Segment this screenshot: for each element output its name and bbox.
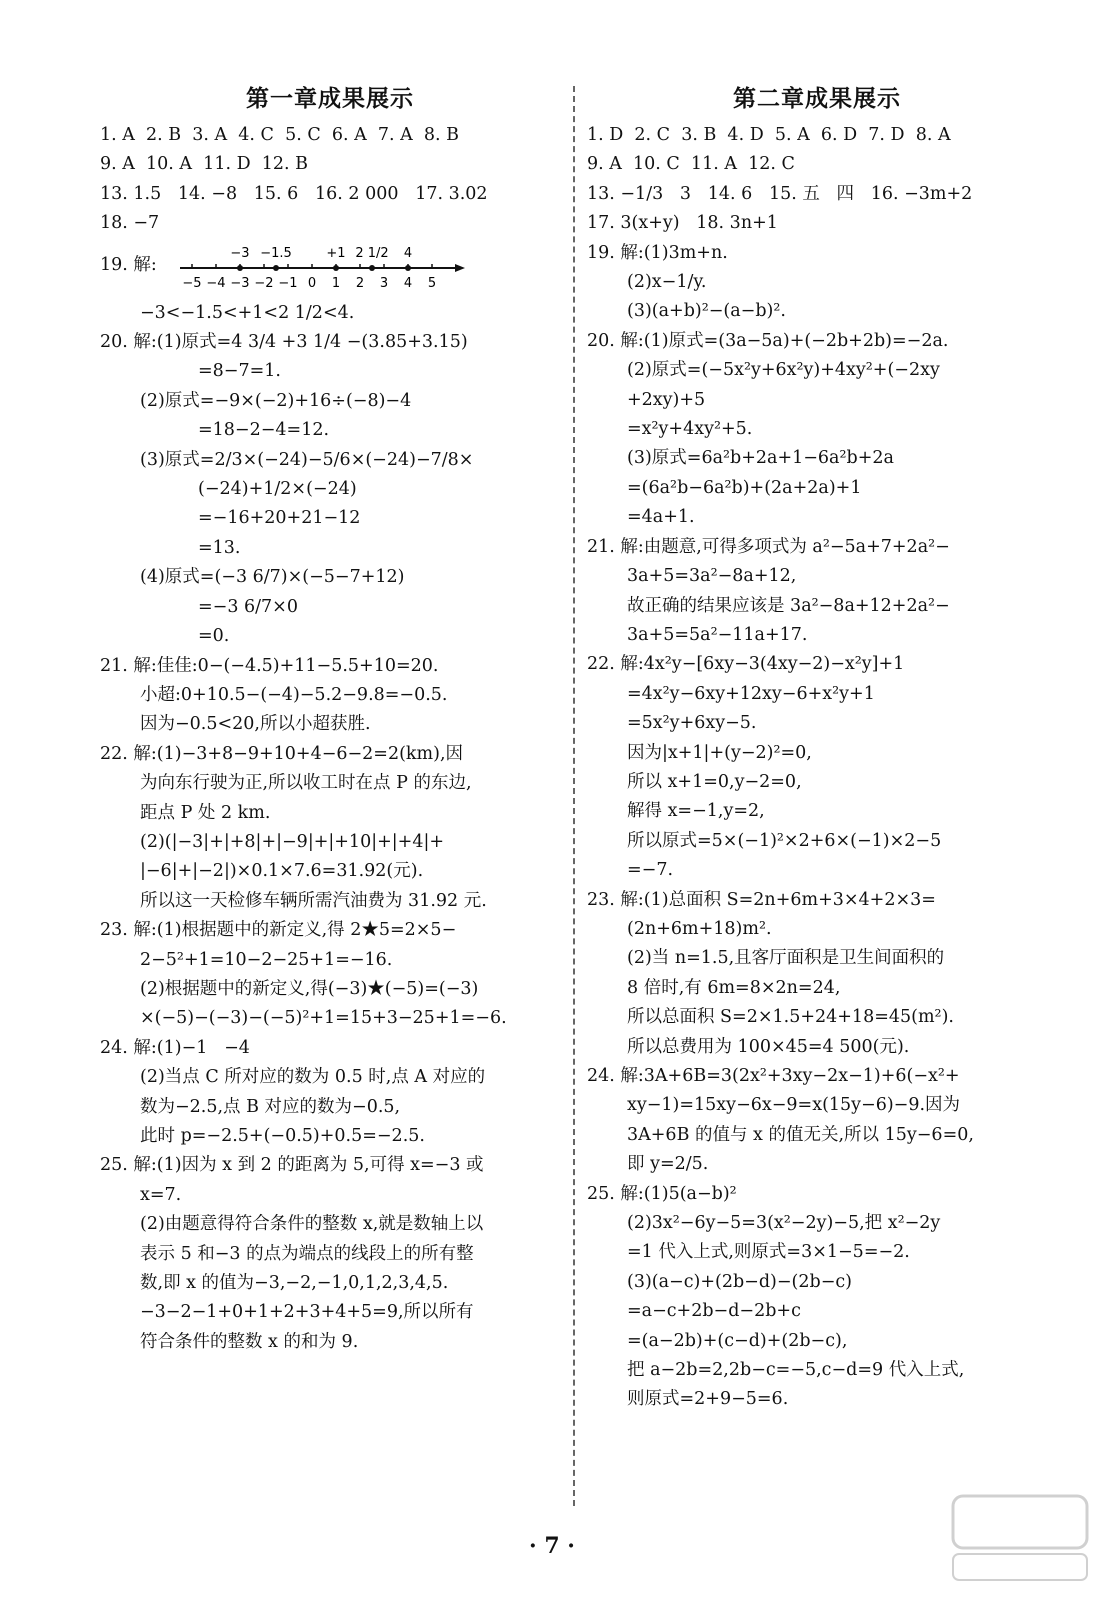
number-line-point: [405, 265, 411, 271]
answer-line: =13.: [198, 537, 241, 558]
answer-line: 数,即 x 的值为−3,−2,−1,0,1,2,3,4,5.: [140, 1273, 449, 1294]
answer-line: 18. −7: [100, 213, 160, 234]
number-line-tick-label: 1: [331, 275, 341, 291]
answer-line: xy−1)=15xy−6x−9=x(15y−6)−9.因为: [627, 1095, 961, 1116]
answer-line: 所以原式=5×(−1)²×2+6×(−1)×2−5: [627, 830, 942, 851]
answer-line: (2)根据题中的新定义,得(−3)★(−5)=(−3): [140, 978, 479, 999]
answer-line: (2)原式=−9×(−2)+16÷(−8)−4: [140, 390, 412, 411]
chapter-one-title: 第一章成果展示: [246, 86, 414, 112]
answer-line: ×(−5)−(−3)−(−5)²+1=15+3−25+1=−6.: [140, 1008, 507, 1029]
answer-line: (3)原式=2/3×(−24)−5/6×(−24)−7/8×: [140, 449, 474, 470]
answer-line: 解得 x=−1,y=2,: [627, 801, 765, 822]
page-number: · 7 ·: [529, 1533, 575, 1559]
answer-line: 即 y=2/5.: [627, 1154, 709, 1175]
number-line-tick-label: 0: [307, 275, 317, 291]
number-line-point-label: −3: [230, 245, 250, 261]
answer-line: (2)当点 C 所对应的数为 0.5 时,点 A 对应的: [140, 1067, 486, 1088]
answer-line: 8 倍时,有 6m=8×2n=24,: [627, 977, 841, 998]
number-line-point: [333, 265, 339, 271]
answer-line: 3a+5=5a²−11a+17.: [627, 624, 808, 645]
answer-line: 符合条件的整数 x 的和为 9.: [140, 1331, 359, 1352]
answer-line: 24. 解:3A+6B=3(2x²+3xy−2x−1)+6(−x²+: [587, 1066, 960, 1086]
answer-line: =x²y+4xy²+5.: [627, 419, 753, 440]
answer-line: 24. 解:(1)−1 −4: [100, 1037, 250, 1058]
answer-line: x=7.: [140, 1184, 182, 1205]
answer-line: (3)(a−c)+(2b−d)−(2b−c): [627, 1271, 852, 1292]
answer-line: 21. 解:由题意,可得多项式为 a²−5a+7+2a²−: [587, 536, 950, 557]
answer-line: 23. 解:(1)根据题中的新定义,得 2★5=2×5−: [100, 920, 457, 941]
answer-line: 此时 p=−2.5+(−0.5)+0.5=−2.5.: [140, 1126, 425, 1146]
answer-line: (3)原式=6a²b+2a+1−6a²b+2a: [627, 448, 894, 469]
answer-line: 25. 解:(1)因为 x 到 2 的距离为 5,可得 x=−3 或: [100, 1155, 484, 1176]
answer-line: 22. 解:4x²y−[6xy−3(4xy−2)−x²y]+1: [587, 654, 905, 675]
answer-line: 所以 x+1=0,y−2=0,: [627, 771, 802, 792]
answer-line: 距点 P 处 2 km.: [140, 802, 271, 823]
watermark-logo: [945, 1488, 1095, 1588]
answer-line: (2)(|−3|+|+8|+|−9|+|+10|+|+4|+: [140, 831, 445, 852]
answer-line: 20. 解:(1)原式=(3a−5a)+(−2b+2b)=−2a.: [587, 330, 949, 351]
answer-line: −3−2−1+0+1+2+3+4+5=9,所以所有: [140, 1302, 474, 1323]
answer-line: 1. A 2. B 3. A 4. C 5. C 6. A 7. A 8. B: [100, 125, 460, 145]
answer-line: (2n+6m+18)m².: [627, 918, 772, 939]
number-line-tick-label: 4: [403, 275, 413, 291]
answer-line: (2)由题意得符合条件的整数 x,就是数轴上以: [140, 1214, 484, 1235]
answer-line: =a−c+2b−d−2b+c: [627, 1301, 801, 1322]
number-line-tick-label: −3: [230, 275, 250, 291]
answer-line: 故正确的结果应该是 3a²−8a+12+2a²−: [627, 595, 950, 616]
answer-line: 1. D 2. C 3. B 4. D 5. A 6. D 7. D 8. A: [587, 125, 951, 145]
answer-line: 21. 解:佳佳:0−(−4.5)+11−5.5+10=20.: [100, 655, 439, 676]
answer-line: =4x²y−6xy+12xy−6+x²y+1: [627, 683, 875, 704]
answer-line: 9. A 10. C 11. A 12. C: [587, 154, 795, 175]
number-line-point-label: 2 1/2: [355, 245, 389, 261]
number-line-point: [237, 265, 243, 271]
number-line-tick-label: −1: [278, 275, 298, 291]
answer-line: (2)原式=(−5x²y+6x²y)+4xy²+(−2xy: [627, 360, 940, 381]
answer-line: 因为|x+1|+(y−2)²=0,: [627, 742, 812, 763]
answer-line: 因为−0.5<20,所以小超获胜.: [140, 714, 371, 735]
answer-line: =18−2−4=12.: [198, 420, 330, 441]
number-line-point: [273, 265, 279, 271]
answer-line: 9. A 10. A 11. D 12. B: [100, 154, 308, 175]
answer-line: =−3 6/7×0: [198, 596, 298, 617]
answer-line: −3<−1.5<+1<2 1/2<4.: [140, 302, 355, 323]
answer-line: =4a+1.: [627, 507, 695, 528]
answer-line: 17. 3(x+y) 18. 3n+1: [587, 213, 778, 234]
answer-line: 把 a−2b=2,2b−c=−5,c−d=9 代入上式,: [627, 1360, 965, 1381]
number-line-point-label: −1.5: [260, 245, 292, 261]
number-line-figure: [100, 239, 560, 299]
column-divider: [573, 86, 575, 1506]
number-line-tick-label: 3: [379, 275, 389, 291]
answer-line: 19. 解:: [100, 254, 157, 275]
answer-line: (4)原式=(−3 6/7)×(−5−7+12): [140, 567, 405, 588]
number-line-tick-label: −4: [206, 275, 226, 291]
answer-line: 20. 解:(1)原式=4 3/4 +3 1/4 −(3.85+3.15): [100, 332, 468, 353]
answer-line: 所以这一天检修车辆所需汽油费为 31.92 元.: [140, 890, 487, 911]
answer-line: +2xy)+5: [627, 389, 706, 410]
number-line-tick-label: −5: [182, 275, 202, 291]
answer-line: 3A+6B 的值与 x 的值无关,所以 15y−6=0,: [627, 1124, 974, 1145]
number-line-point-label: +1: [326, 245, 346, 261]
answer-line: 表示 5 和−3 的点为端点的线段上的所有整: [140, 1243, 474, 1264]
chapter-two-title: 第二章成果展示: [733, 86, 901, 112]
answer-line: (3)(a+b)²−(a−b)².: [627, 301, 786, 322]
answer-line: 则原式=2+9−5=6.: [627, 1389, 789, 1410]
right-column: [587, 80, 1047, 1415]
answer-line: =1 代入上式,则原式=3×1−5=−2.: [627, 1242, 910, 1263]
number-line-point: [369, 265, 375, 271]
answer-line: 25. 解:(1)5(a−b)²: [587, 1183, 737, 1204]
number-line-tick-label: 5: [427, 275, 437, 291]
answer-line: 所以总面积 S=2×1.5+24+18=45(m²).: [627, 1007, 954, 1028]
answer-line: |−6|+|−2|)×0.1×7.6=31.92(元).: [140, 861, 424, 882]
answer-line: 2−5²+1=10−2−25+1=−16.: [140, 949, 393, 970]
answer-line: 所以总费用为 100×45=4 500(元).: [627, 1036, 910, 1057]
number-line-tick-label: −2: [254, 275, 274, 291]
answer-line: 22. 解:(1)−3+8−9+10+4−6−2=2(km),因: [100, 743, 464, 764]
answer-line: =−7.: [627, 860, 674, 881]
answer-line: 3a+5=3a²−8a+12,: [627, 566, 797, 587]
answer-line: 为向东行驶为正,所以收工时在点 P 的东边,: [140, 773, 472, 794]
answer-line: 小超:0+10.5−(−4)−5.2−9.8=−0.5.: [140, 684, 448, 705]
left-column: [100, 80, 560, 1357]
answer-line: =0.: [198, 626, 230, 647]
answer-line: (−24)+1/2×(−24): [198, 479, 357, 500]
number-line-svg: [170, 235, 470, 295]
answer-line: =(a−2b)+(c−d)+(2b−c),: [627, 1330, 848, 1351]
number-line-point-label: 4: [403, 245, 413, 261]
answer-line: 19. 解:(1)3m+n.: [587, 242, 728, 263]
answer-line: (2)当 n=1.5,且客厅面积是卫生间面积的: [627, 948, 945, 969]
answer-line: (2)3x²−6y−5=3(x²−2y)−5,把 x²−2y: [627, 1213, 941, 1234]
answer-line: 数为−2.5,点 B 对应的数为−0.5,: [140, 1096, 401, 1117]
answer-line: =5x²y+6xy−5.: [627, 713, 757, 734]
number-line-tick-label: 2: [355, 275, 365, 291]
answer-line: 23. 解:(1)总面积 S=2n+6m+3×4+2×3=: [587, 889, 936, 910]
answer-line: 13. −1/3 3 14. 6 15. 五 四 16. −3m+2: [587, 183, 973, 204]
answer-line: =−16+20+21−12: [198, 508, 361, 529]
answer-line: 13. 1.5 14. −8 15. 6 16. 2 000 17. 3.02: [100, 183, 488, 204]
answer-line: =8−7=1.: [198, 361, 281, 382]
answer-line: (2)x−1/y.: [627, 272, 707, 293]
answer-line: =(6a²b−6a²b)+(2a+2a)+1: [627, 477, 862, 498]
